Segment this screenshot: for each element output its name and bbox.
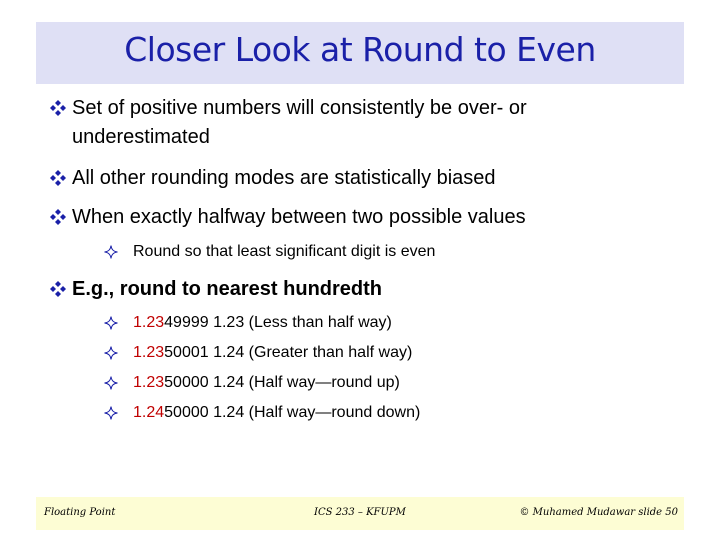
bullet-3-text: When exactly halfway between two possible values xyxy=(72,206,526,228)
example-text xyxy=(133,313,392,333)
footer-bar xyxy=(36,497,684,530)
bullet-2-text: All other rounding modes are statistically biased xyxy=(72,167,496,189)
example-result: 1.24 (Greater than half way) xyxy=(208,344,413,361)
quad-diamond-bullet-icon xyxy=(50,281,66,297)
example-red-digits: 1.23 xyxy=(133,314,165,331)
quad-diamond-bullet-icon xyxy=(50,209,66,225)
bullet-1-line-2: underestimated xyxy=(72,126,210,148)
example-tail-digits: 50000 xyxy=(164,374,209,391)
example-text xyxy=(133,343,412,363)
example-red-digits: 1.23 xyxy=(133,374,165,391)
quad-diamond-bullet-icon xyxy=(50,170,66,186)
footer-center-text: ICS 233 – KFUPM xyxy=(314,507,406,518)
four-point-star-outline-icon xyxy=(104,245,118,259)
example-red-digits: 1.23 xyxy=(133,344,165,361)
four-point-star-outline-icon xyxy=(104,406,118,420)
example-tail-digits: 50001 xyxy=(164,344,209,361)
slide-title: Closer Look at Round to Even xyxy=(124,30,596,69)
footer-left-text: Floating Point xyxy=(44,507,116,518)
example-red-digits: 1.24 xyxy=(133,404,165,421)
example-result: 1.24 (Half way—round up) xyxy=(208,374,400,391)
bullet-4-text: E.g., round to nearest hundredth xyxy=(72,278,382,300)
title-bar xyxy=(36,22,684,84)
example-result: 1.24 (Half way—round down) xyxy=(208,404,421,421)
four-point-star-outline-icon xyxy=(104,316,118,330)
four-point-star-outline-icon xyxy=(104,376,118,390)
example-result: 1.23 (Less than half way) xyxy=(208,314,392,331)
example-tail-digits: 50000 xyxy=(164,404,209,421)
four-point-star-outline-icon xyxy=(104,346,118,360)
sub-bullet-text: Round so that least significant digit is even xyxy=(133,243,436,260)
quad-diamond-bullet-icon xyxy=(50,100,66,116)
footer-right-text: © Muhamed Mudawar slide 50 xyxy=(519,507,678,518)
example-tail-digits: 49999 xyxy=(164,314,209,331)
bullet-1-line-1: Set of positive numbers will consistently be over- or xyxy=(72,97,527,119)
example-text xyxy=(133,403,420,423)
example-text xyxy=(133,373,400,393)
